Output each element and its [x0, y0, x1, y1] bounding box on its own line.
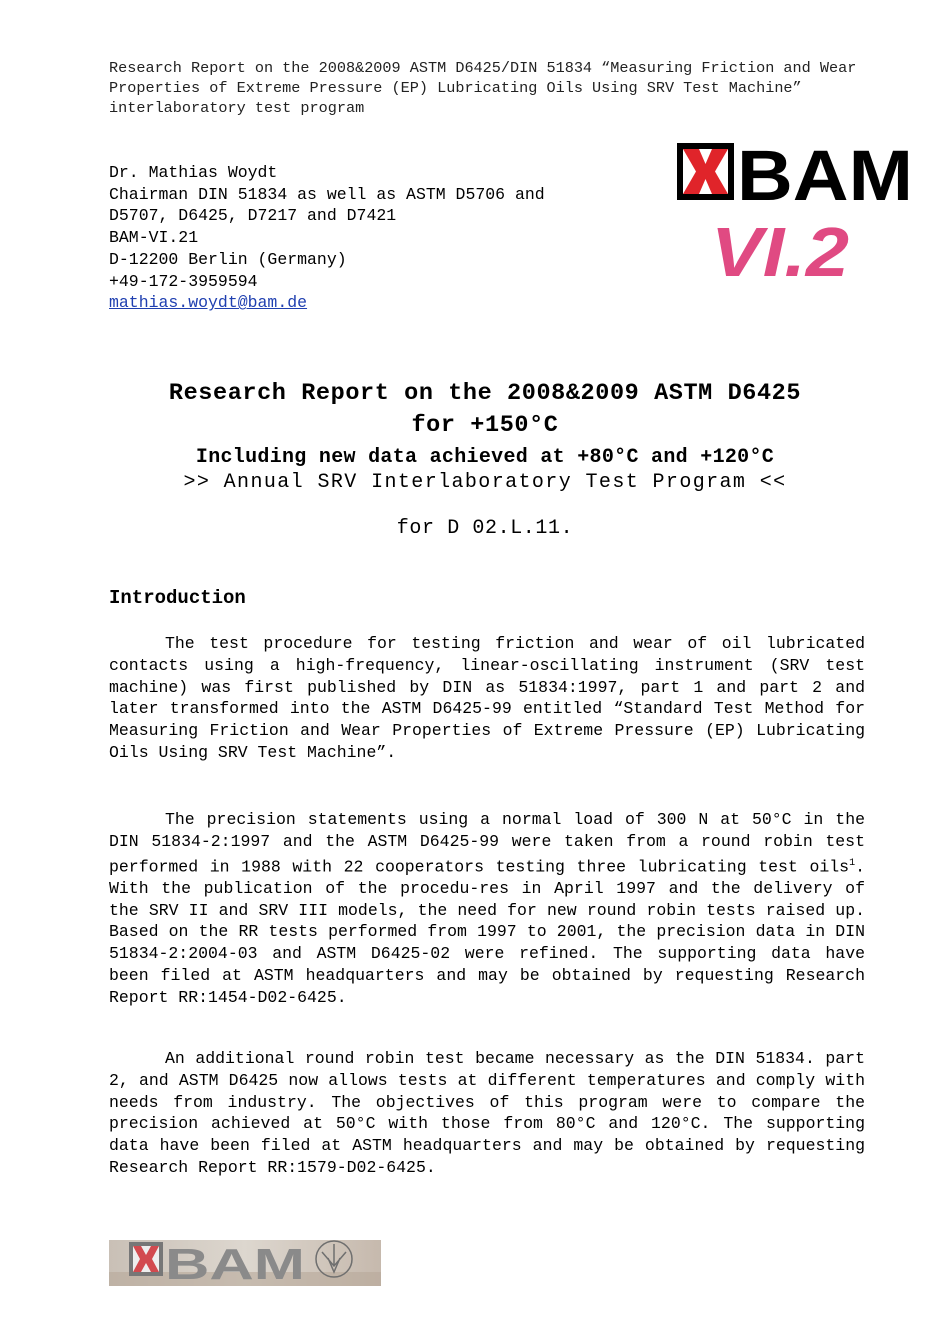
bam-logo-wordmark: BAM	[737, 140, 913, 216]
footer-bam-cross-icon	[129, 1242, 163, 1276]
author-contact-block	[109, 162, 649, 314]
introduction-paragraph-3: An additional round robin test became necessary as the DIN 51834. part 2, and ASTM D6425 now allows tests at different temperatures and comply with needs from industry. The objectives of this program were to compare the precision achieved at 50°C with those from 80°C and 120°C. The supporting data have been filed at ASTM headquarters and may be obtained by requesting Research Report RR:1579-D02-6425.	[109, 1049, 865, 1177]
paragraph-2-text-b: . With the publication of the procedu-res in April 1997 and the delivery of the SRV II and SRV III models, the need for new round robin tests raised up. Based on the RR tests performed from 1997 to 2001, the precision data in DIN 51834-2:2004-03 and ASTM D6425-02 were refined. The supporting data have been filed at ASTM headquarters and may be obtained by requesting Research Report RR:1454-D02-6425.	[109, 857, 865, 1007]
running-header: Research Report on the 2008&2009 ASTM D6425/DIN 51834 “Measuring Friction and Wear Properties of Extreme Pressure (EP) Lubricating Oils Using SRV Test Machine” interlaboratory test program	[109, 59, 857, 117]
paragraph-2-text-a: The precision statements using a normal load of 300 N at 50°C in the DIN 51834-2:1997 and the ASTM D6425-99 were taken from a round robin test performed in 1988 with 22 cooperators testing three lubricating test oils	[109, 810, 865, 877]
author-address: D-12200 Berlin (Germany)	[109, 249, 347, 269]
division-label: VI.2	[711, 213, 850, 290]
committee-line: for D 02.L.11.	[396, 517, 574, 540]
author-role: Chairman DIN 51834 as well as ASTM D5706 and	[109, 184, 545, 204]
bam-cross-icon	[677, 143, 734, 200]
introduction-heading: Introduction	[109, 587, 246, 609]
title-block	[60, 378, 910, 541]
footnote-marker[interactable]: 1	[849, 857, 856, 869]
report-subtitle: Including new data achieved at +80°C and +120°C	[195, 446, 775, 469]
report-title: Research Report on the 2008&2009 ASTM D6425	[168, 380, 802, 407]
author-role-standards: D5707, D6425, D7217 and D7421	[109, 206, 397, 226]
report-title-temperature: for +150°C	[411, 412, 559, 439]
introduction-paragraph-1: The test procedure for testing friction and wear of oil lubricated contacts using a high-frequency, linear-oscillating instrument (SRV test machine) was first published by DIN as 51834:1997, part 1 and part 2 and later transformed into the ASTM D6425-99 entitled “Standard Test Method for Measuring Friction and Wear Properties of Extreme Pressure (EP) Lubricating Oils Using SRV Test Machine”.	[109, 634, 865, 762]
bam-vi2-logo	[677, 140, 917, 290]
author-phone: +49-172-3959594	[109, 271, 258, 291]
author-email-link[interactable]: mathias.woydt@bam.de	[109, 293, 308, 313]
footer-bam-banner	[109, 1236, 381, 1288]
author-name: Dr. Mathias Woydt	[109, 163, 278, 182]
author-department: BAM-VI.21	[109, 228, 199, 248]
introduction-paragraph-2	[109, 809, 865, 1009]
footer-bam-wordmark: BAM	[165, 1240, 305, 1288]
program-name: >> Annual SRV Interlaboratory Test Program <<	[183, 471, 787, 494]
